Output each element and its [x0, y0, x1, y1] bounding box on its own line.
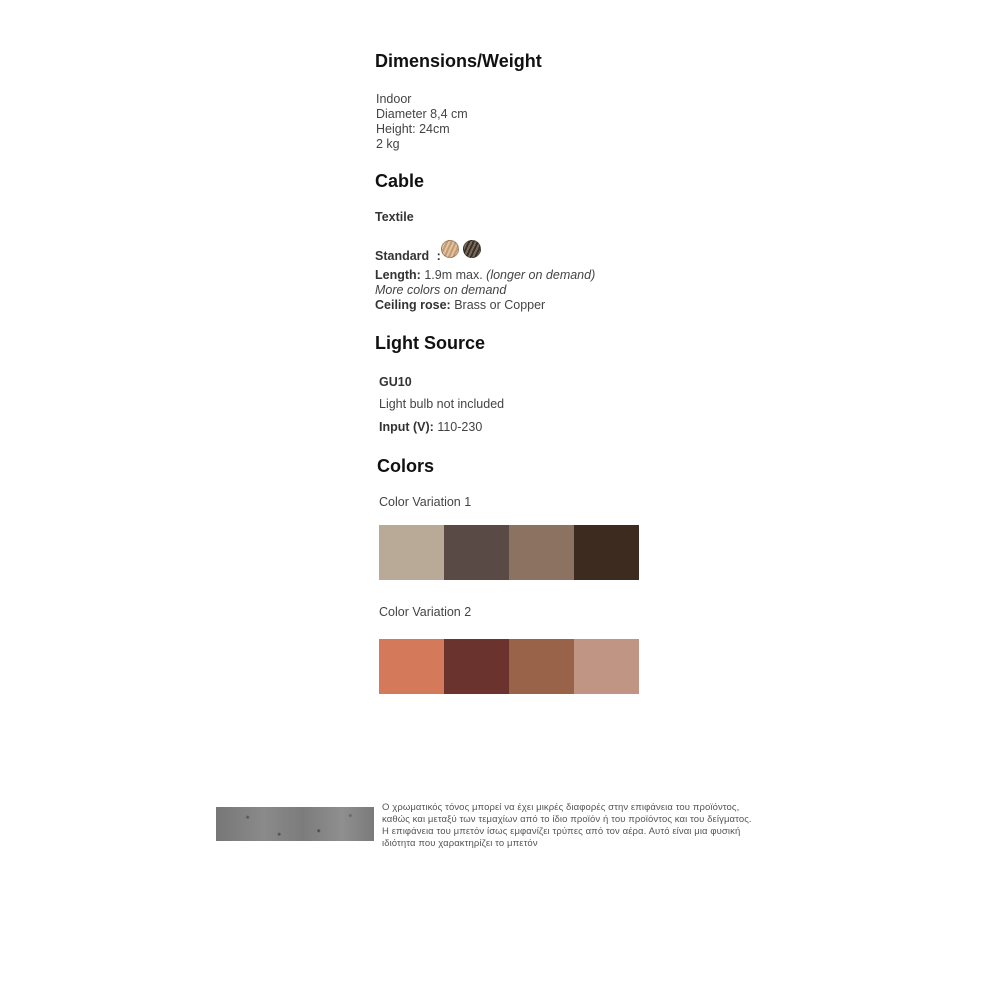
light-source-heading: Light Source: [375, 333, 486, 353]
cable-standard-text: Standard: [375, 249, 430, 263]
color-variation-2-swatch-2[interactable]: [444, 639, 509, 694]
light-source-input-value: 110-230: [437, 420, 483, 434]
cable-length-line: [375, 268, 595, 283]
cable-standard-label: [375, 249, 441, 264]
cable-ceiling-rose-line: [375, 298, 545, 313]
dimensions-line-environment: Indoor: [376, 92, 412, 106]
concrete-note: Ο χρωματικός τόνος μπορεί να έχει μικρές διαφορές στην επιφάνεια του προϊόντος, καθώς και μεταξύ των τεμαχίων από το ίδιο προϊόν ή του προϊόντος και του δείγματος. Η επιφάνεια του μπετόν ίσως εμφανίζει τρύπες από τον αέρα. Αυτό είναι μια φυσική ιδιότητα που χαρακτηρίζει το μπετόν: [382, 802, 752, 849]
color-variation-1-swatch-3[interactable]: [509, 525, 574, 580]
dimensions-line-weight: 2 kg: [376, 137, 400, 151]
cable-ceiling-rose-value: Brass or Copper: [454, 298, 546, 312]
color-variation-2-label: Color Variation 2: [379, 605, 472, 619]
color-variation-2-swatch-1[interactable]: [379, 639, 444, 694]
cable-standard-separator: :: [436, 249, 441, 263]
color-variation-2-palette: [379, 639, 639, 694]
colors-heading: Colors: [377, 456, 435, 476]
cable-type: Textile: [375, 210, 414, 224]
cable-length-label: Length:: [375, 268, 421, 282]
color-variation-1-swatch-2[interactable]: [444, 525, 509, 580]
light-source-input-line: [379, 420, 482, 435]
light-source-bulb-note: Light bulb not included: [379, 397, 505, 411]
cable-ceiling-rose-label: Ceiling rose:: [375, 298, 451, 312]
color-variation-1-palette: [379, 525, 639, 580]
dimensions-line-height: Height: 24cm: [376, 122, 450, 136]
cable-length-value: 1.9m max.: [424, 268, 483, 282]
color-variation-1-swatch-4[interactable]: [574, 525, 639, 580]
cable-swatch-dark-brown[interactable]: [463, 240, 481, 258]
cable-length-note: (longer on demand): [486, 268, 596, 282]
cable-more-colors: More colors on demand: [375, 283, 507, 297]
cable-heading: Cable: [375, 171, 425, 191]
concrete-texture-image: [216, 807, 374, 841]
color-variation-2-swatch-4[interactable]: [574, 639, 639, 694]
cable-swatch-light-brown[interactable]: [441, 240, 459, 258]
dimensions-line-diameter: Diameter 8,4 cm: [376, 107, 468, 121]
color-variation-2-swatch-3[interactable]: [509, 639, 574, 694]
color-variation-1-swatch-1[interactable]: [379, 525, 444, 580]
dimensions-heading: Dimensions/Weight: [375, 51, 542, 71]
light-source-input-label: Input (V):: [379, 420, 434, 434]
color-variation-1-label: Color Variation 1: [379, 495, 472, 509]
light-source-socket: GU10: [379, 375, 412, 389]
